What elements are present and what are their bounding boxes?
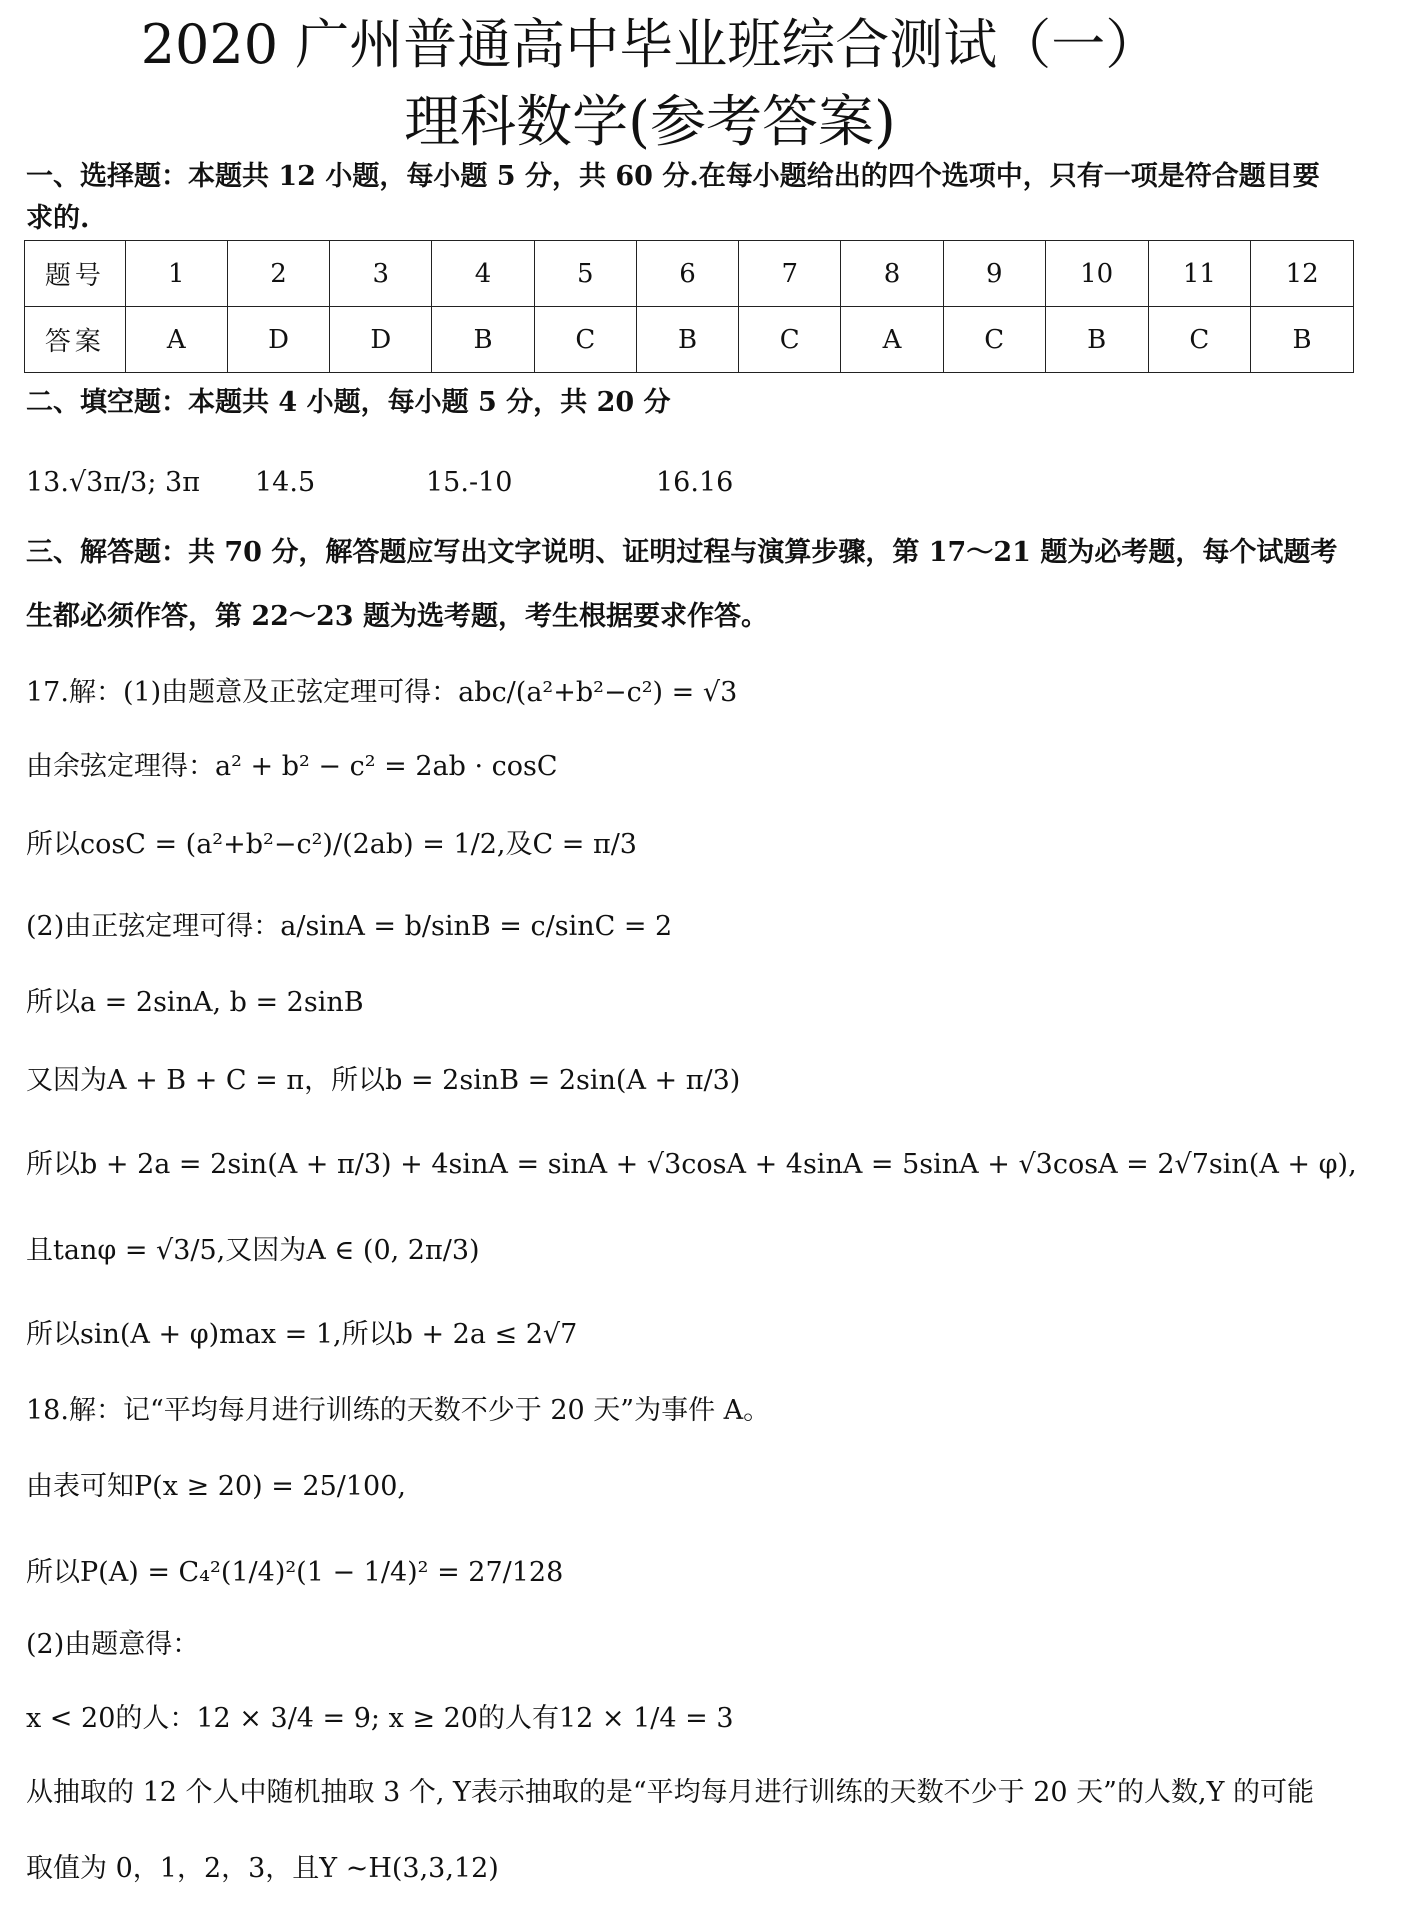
table-cell: C [943,307,1045,373]
table-cell: 5 [534,241,636,307]
answer-16: 16.16 [656,467,734,498]
section3-heading: 三、解答题：共 70 分，解答题应写出文字说明、证明过程与演算步骤，第 17～21 题为必考题，每个试题考 [26,537,1338,568]
q18-line-7: 取值为 0，1，2，3，且Y ~H(3,3,12) [26,1853,499,1884]
table-cell: B [432,307,534,373]
table-cell: A [841,307,943,373]
q18-line-1: 18.解：记“平均每月进行训练的天数不少于 20 天”为事件 A。 [26,1395,771,1426]
q17-line-7: 所以b + 2a = 2sin(A + π/3) + 4sinA = sinA + √3cosA + 4sinA = 5sinA + √3cosA = 2√7sin(A + φ), [26,1149,1357,1180]
table-cell: 6 [636,241,738,307]
q17-line-3: 所以cosC = (a²+b²−c²)/(2ab) = 1/2,及C = π/3 [26,829,637,860]
table-cell: 9 [943,241,1045,307]
table-row-answers [25,307,1354,373]
table-cell-label: 答案 [25,307,126,373]
page-subtitle: 理科数学(参考答案) [404,90,896,155]
answer-14: 14.5 [255,467,316,498]
q17-line-1: 17.解：(1)由题意及正弦定理可得：abc/(a²+b²−c²) = √3 [26,677,738,708]
table-cell: D [227,307,329,373]
table-cell: 3 [330,241,432,307]
answer-13: 13.√3π/3; 3π [26,467,200,498]
section1-heading: 一、选择题：本题共 12 小题，每小题 5 分，共 60 分.在每小题给出的四个选项中，只有一项是符合题目要 [26,161,1320,192]
answer-15: 15.-10 [426,467,513,498]
answer-table [24,240,1354,373]
table-cell: B [1045,307,1148,373]
q18-line-6: 从抽取的 12 个人中随机抽取 3 个, Y表示抽取的是“平均每月进行训练的天数不少于 20 天”的人数,Y 的可能 [26,1777,1314,1808]
section1-heading-cont: 求的. [26,203,90,234]
q17-line-9: 所以sin(A + φ)max = 1,所以b + 2a ≤ 2√7 [26,1319,578,1350]
table-cell: D [330,307,432,373]
q17-line-2: 由余弦定理得：a² + b² − c² = 2ab · cosC [26,751,558,782]
table-cell: 10 [1045,241,1148,307]
table-cell: 11 [1148,241,1251,307]
q18-line-4: (2)由题意得： [26,1629,200,1660]
table-cell: B [636,307,738,373]
q18-line-5: x < 20的人：12 × 3/4 = 9; x ≥ 20的人有12 × 1/4 = 3 [26,1703,734,1734]
table-cell: B [1251,307,1354,373]
table-cell: C [534,307,636,373]
q17-line-8: 且tanφ = √3/5,又因为A ∈ (0, 2π/3) [26,1235,480,1266]
q17-line-4: (2)由正弦定理可得：a/sinA = b/sinB = c/sinC = 2 [26,911,673,942]
q17-line-6: 又因为A + B + C = π，所以b = 2sinB = 2sin(A + π/3) [26,1065,741,1096]
table-cell: A [125,307,227,373]
table-cell: 1 [125,241,227,307]
table-row-numbers [25,241,1354,307]
q18-line-2: 由表可知P(x ≥ 20) = 25/100, [26,1471,406,1502]
q18-line-3: 所以P(A) = C₄²(1/4)²(1 − 1/4)² = 27/128 [26,1557,564,1588]
table-cell: 8 [841,241,943,307]
q17-line-5: 所以a = 2sinA, b = 2sinB [26,987,364,1018]
table-cell: C [739,307,841,373]
table-cell: 4 [432,241,534,307]
table-cell-label: 题号 [25,241,126,307]
table-cell: 7 [739,241,841,307]
page-title: 2020 广州普通高中毕业班综合测试（一） [140,13,1160,76]
section3-heading-cont: 生都必须作答，第 22～23 题为选考题，考生根据要求作答。 [26,601,768,632]
table-cell: C [1148,307,1251,373]
table-cell: 12 [1251,241,1354,307]
table-cell: 2 [227,241,329,307]
section2-heading: 二、填空题：本题共 4 小题，每小题 5 分，共 20 分 [26,387,671,418]
